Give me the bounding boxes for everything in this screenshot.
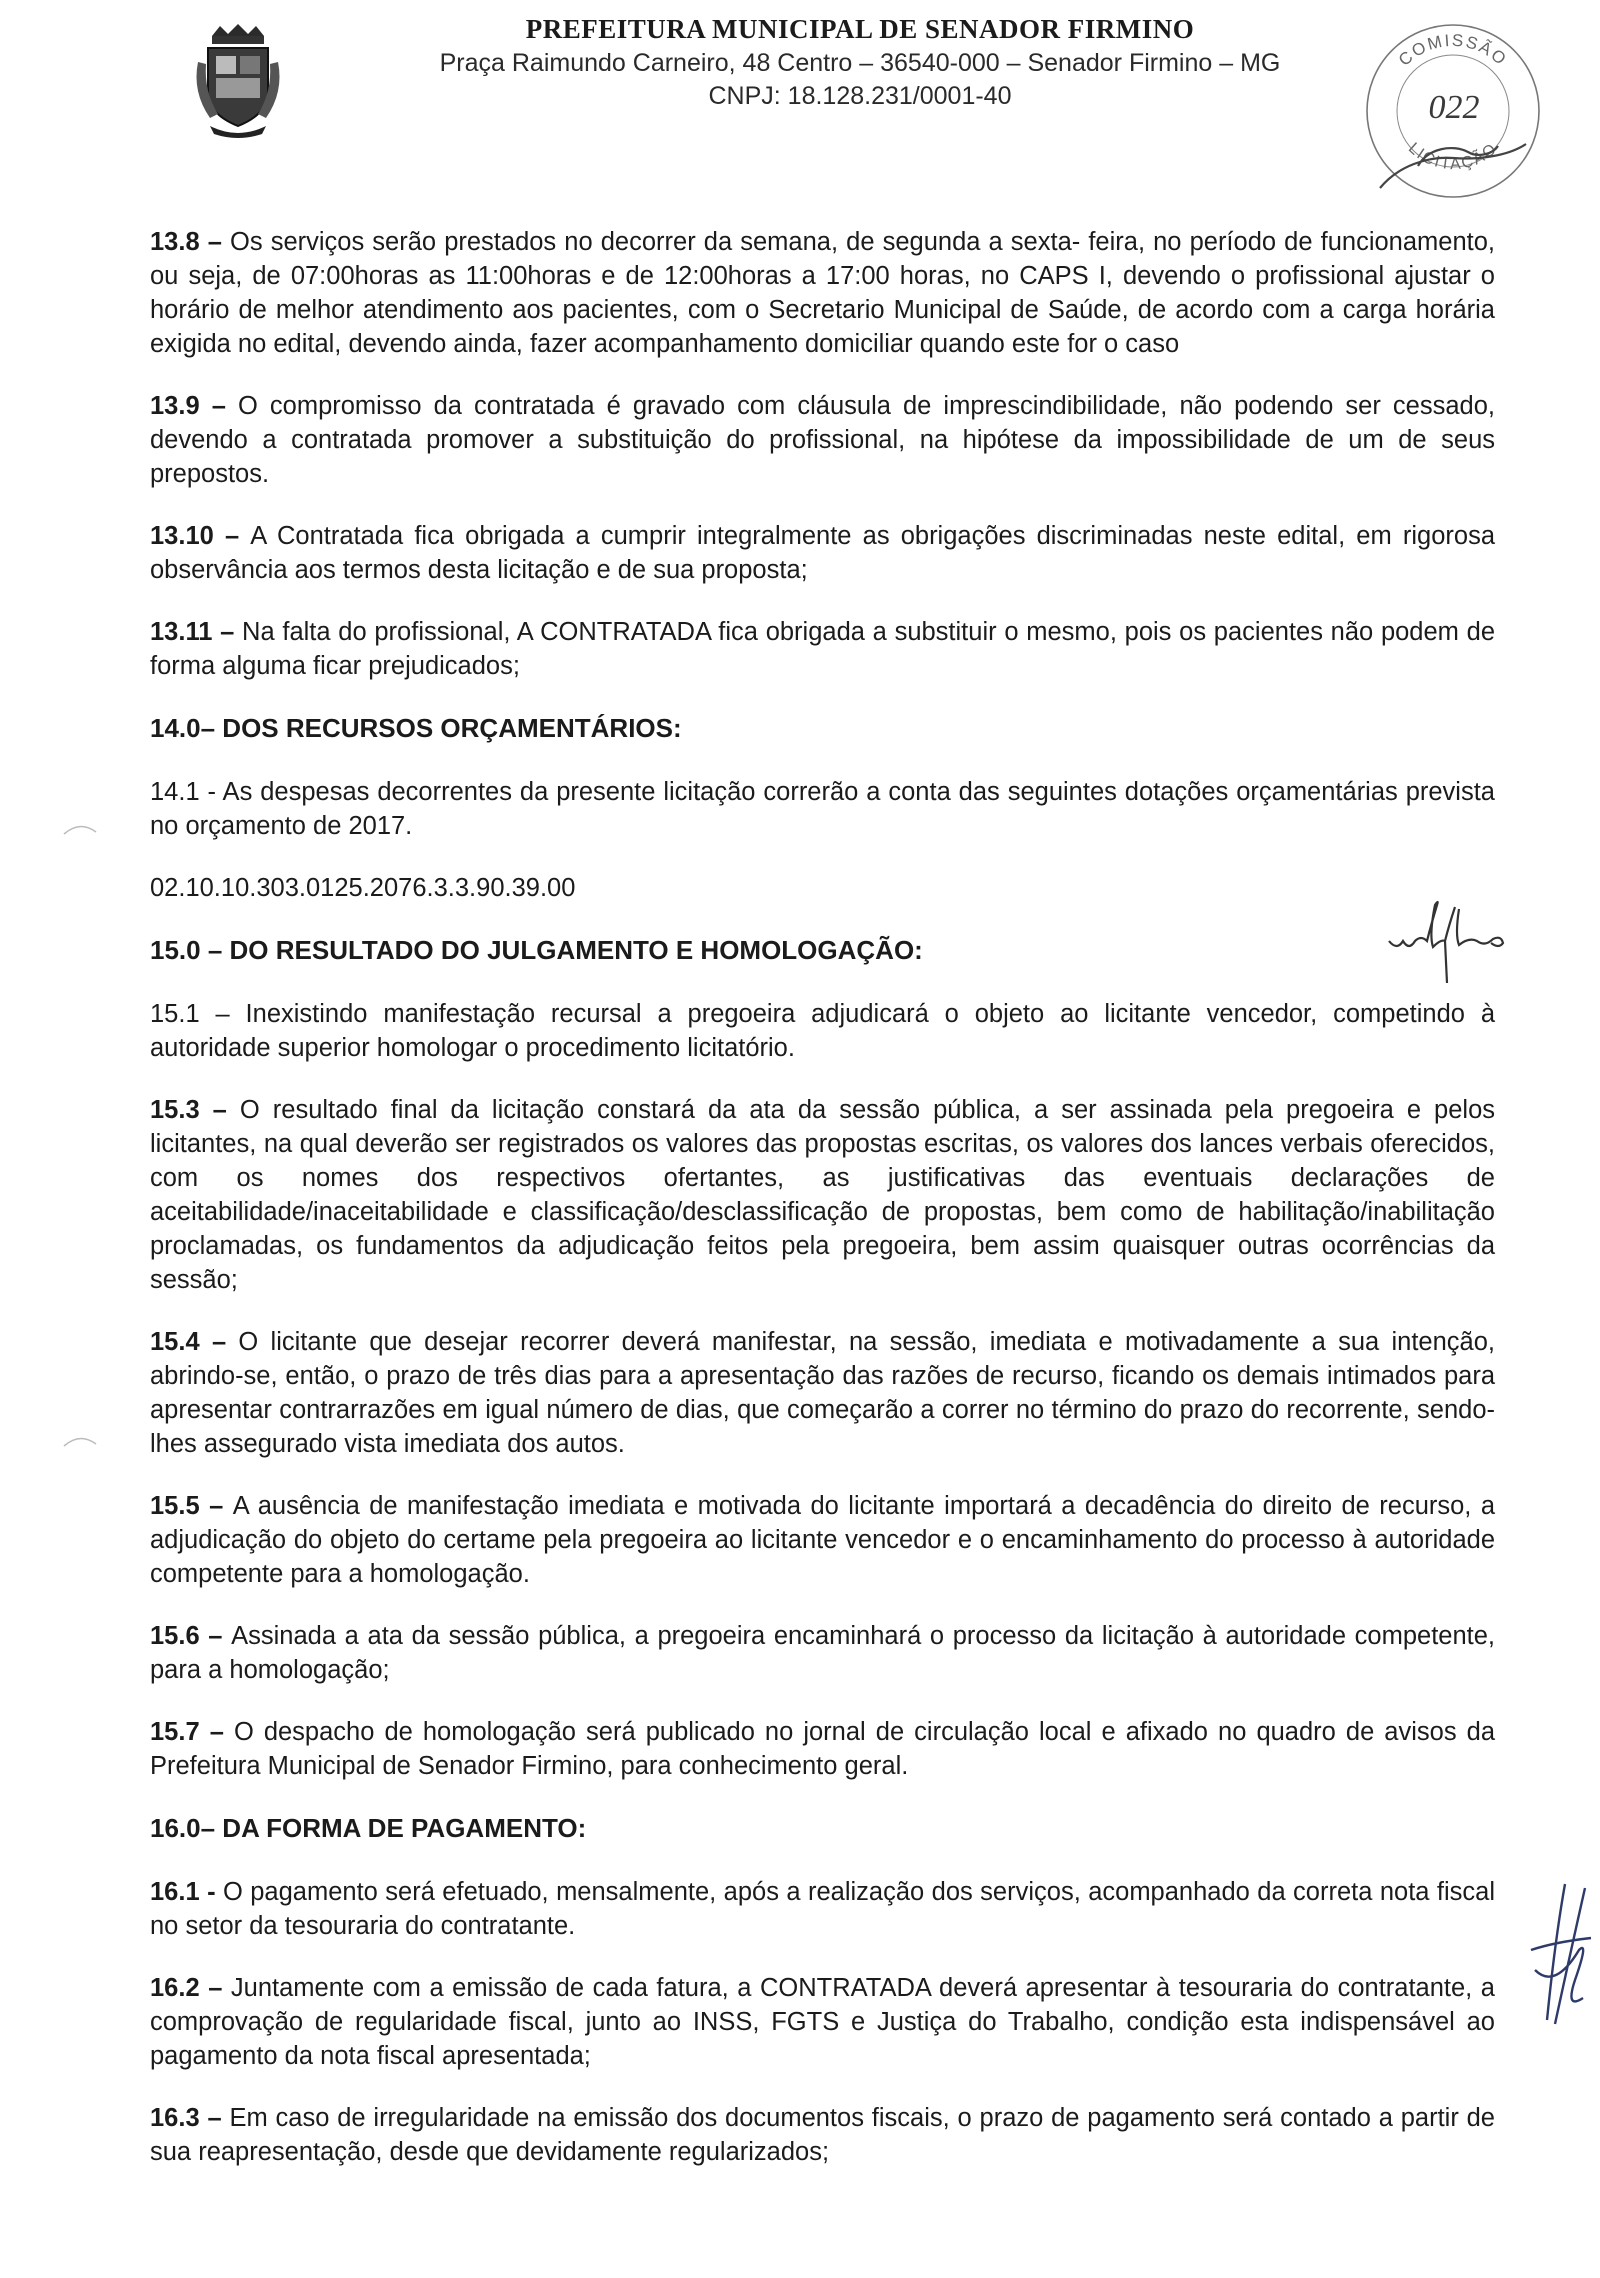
- municipality-name: PREFEITURA MUNICIPAL DE SENADOR FIRMINO: [525, 14, 1195, 44]
- document-body: [150, 225, 1495, 2197]
- clause-paragraph: [150, 1971, 1495, 2073]
- clause-separator: –: [199, 1492, 233, 1520]
- clause-number: 15.7: [150, 1718, 200, 1746]
- clause-text: Os serviços serão prestados no decorrer da semana, de segunda a sexta- feira, no período de funcionamento, ou seja, de 07:00horas as 11:00horas e de 12:00horas a 17:00 horas, no CAPS I, devendo o profissional ajustar o horário de melhor atendimento aos pacientes, com o Secretario Municipal de Saúde, de acordo com a carga horária exigida no edital, devendo ainda, fazer acompanhamento domiciliar quando este for o caso: [150, 228, 1495, 358]
- clause-paragraph: [150, 615, 1495, 683]
- clause-text: Em caso de irregularidade na emissão dos documentos fiscais, o prazo de pagamento será contado a partir de sua reapresentação, desde que devidamente regularizados;: [150, 2104, 1495, 2166]
- clause-text: A Contratada fica obrigada a cumprir integralmente as obrigações discriminadas neste edital, em rigorosa observância aos termos desta licitação e de sua proposta;: [150, 522, 1495, 584]
- clause-separator: –: [199, 1622, 232, 1650]
- municipality-cnpj: CNPJ: 18.128.231/0001-40: [708, 82, 1012, 110]
- clause-number: 13.10: [150, 522, 214, 550]
- body-paragraph: 15.1 – Inexistindo manifestação recursal a pregoeira adjudicará o objeto ao licitante vencedor, competindo à autoridade superior homologar o procedimento licitatório.: [150, 1000, 1495, 1062]
- municipal-crest-icon: [190, 22, 286, 140]
- clause-number: 15.3: [150, 1096, 200, 1124]
- clause-paragraph: [150, 519, 1495, 587]
- clause-text: Assinada a ata da sessão pública, a pregoeira encaminhará o processo da licitação à autoridade competente, para a homologação;: [150, 1622, 1495, 1684]
- clause-separator: –: [199, 2104, 230, 2132]
- body-paragraph: 14.1 - As despesas decorrentes da presente licitação correrão a conta das seguintes dotações orçamentárias prevista no orçamento de 2017.: [150, 778, 1495, 840]
- clause-separator: –: [199, 228, 231, 256]
- clause-number: 16.1: [150, 1878, 200, 1906]
- municipality-address: Praça Raimundo Carneiro, 48 Centro – 36540-000 – Senador Firmino – MG: [439, 49, 1281, 77]
- clause-text: Juntamente com a emissão de cada fatura, a CONTRATADA deverá apresentar à tesouraria do contratante, a comprovação de regularidade fiscal, junto ao INSS, FGTS e Justiça do Trabalho, condição esta indispensável ao pagamento da nota fiscal apresentada;: [150, 1974, 1495, 2070]
- clause-separator: –: [199, 1328, 239, 1356]
- clause-separator: –: [199, 1974, 231, 2002]
- letterhead: [360, 14, 1360, 111]
- punch-hole-mark: [62, 820, 98, 836]
- stamp-top-text: COMISSÃO: [1394, 30, 1512, 70]
- commission-stamp: [1358, 16, 1548, 206]
- clause-number: 15.6: [150, 1622, 200, 1650]
- clause-text: O licitante que desejar recorrer deverá manifestar, na sessão, imediata e motivadamente a sua intenção, abrindo-se, então, o prazo de três dias para a apresentação das razões de recurso, ficando os demais intimados para apresentar contrarrazões em igual número de dias, que começarão a correr no término do prazo do recorrente, sendo-lhes assegurado vista imediata dos autos.: [150, 1328, 1495, 1458]
- clause-text: Na falta do profissional, A CONTRATADA fica obrigada a substituir o mesmo, pois os pacientes não podem de forma alguma ficar prejudicados;: [150, 618, 1495, 680]
- clause-text: O pagamento será efetuado, mensalmente, após a realização dos serviços, acompanhado da correta nota fiscal no setor da tesouraria do contratante.: [150, 1878, 1495, 1940]
- handwritten-signature: [1525, 1880, 1595, 2030]
- section-heading: 15.0 – DO RESULTADO DO JULGAMENTO E HOMOLOGAÇÃO:: [150, 935, 923, 965]
- clause-paragraph: [150, 389, 1495, 491]
- clause-number: 16.3: [150, 2104, 200, 2132]
- clause-text: O resultado final da licitação constará da ata da sessão pública, a ser assinada pela pregoeira e pelos licitantes, na qual deverão ser registrados os valores das propostas escritas, os valores dos lances verbais oferecidos, com os nomes dos respectivos ofertantes, as justificativas das eventuais declarações de aceitabilidade/inaceitabilidade e classificação/desclassificação de propostas, bem como de habilitação/inabilitação proclamadas, os fundamentos da adjudicação feitos pela pregoeira, bem assim quaisquer outras ocorrências da sessão;: [150, 1096, 1495, 1294]
- punch-hole-mark: [62, 1432, 98, 1448]
- stamp-number: 022: [1428, 89, 1480, 126]
- clause-number: 15.4: [150, 1328, 200, 1356]
- clause-number: 15.5: [150, 1492, 200, 1520]
- svg-text:COMISSÃO: [1395, 31, 1511, 70]
- clause-paragraph: [150, 1325, 1495, 1461]
- section-heading: 14.0– DOS RECURSOS ORÇAMENTÁRIOS:: [150, 713, 682, 743]
- clause-separator: -: [199, 1878, 223, 1906]
- clause-paragraph: [150, 2101, 1495, 2169]
- clause-number: 13.8: [150, 228, 200, 256]
- clause-number: 16.2: [150, 1974, 200, 2002]
- clause-paragraph: [150, 1875, 1495, 1943]
- clause-separator: –: [199, 1718, 234, 1746]
- clause-text: O compromisso da contratada é gravado com cláusula de imprescindibilidade, não podendo ser cessado, devendo a contratada promover a substituição do profissional, na hipótese da impossibilidade de um de seus prepostos.: [150, 392, 1495, 488]
- clause-separator: –: [212, 618, 243, 646]
- clause-paragraph: [150, 225, 1495, 361]
- stamp-bottom-text: LICITAÇÃO: [1404, 139, 1502, 174]
- handwritten-initials: [1385, 895, 1515, 985]
- clause-text: A ausência de manifestação imediata e motivada do licitante importará a decadência do direito de recurso, a adjudicação do objeto do certame pela pregoeira ao licitante vencedor e o encaminhamento do processo à autoridade competente para a homologação.: [150, 1492, 1495, 1588]
- clause-separator: –: [199, 1096, 240, 1124]
- clause-paragraph: [150, 1489, 1495, 1591]
- clause-number: 13.9: [150, 392, 200, 420]
- clause-separator: –: [213, 522, 251, 550]
- section-heading: 16.0– DA FORMA DE PAGAMENTO:: [150, 1813, 587, 1843]
- clause-separator: –: [199, 392, 238, 420]
- clause-paragraph: [150, 1715, 1495, 1783]
- body-paragraph: 02.10.10.303.0125.2076.3.3.90.39.00: [150, 874, 576, 902]
- clause-number: 13.11: [150, 618, 213, 646]
- clause-paragraph: [150, 1619, 1495, 1687]
- clause-text: O despacho de homologação será publicado no jornal de circulação local e afixado no quadro de avisos da Prefeitura Municipal de Senador Firmino, para conhecimento geral.: [150, 1718, 1496, 1780]
- clause-paragraph: [150, 1093, 1495, 1297]
